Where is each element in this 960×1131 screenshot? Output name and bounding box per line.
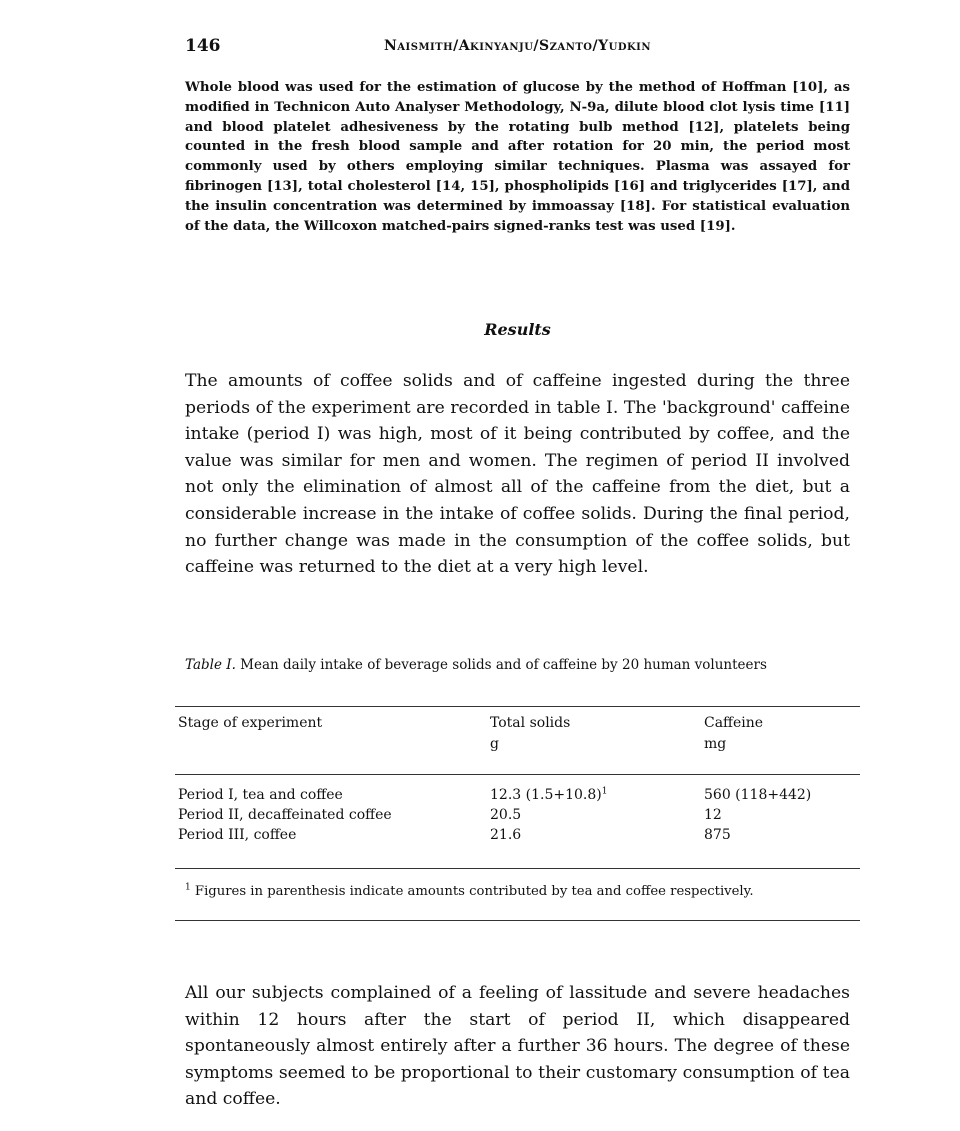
running-head-authors: Naismith/Akinyanju/Szanto/Yudkin [383, 38, 651, 54]
cell-total-value: 12.3 (1.5+10.8) [490, 787, 602, 803]
footnote-text: Figures in parenthesis indicate amounts contributed by tea and coffee respectively. [190, 884, 754, 899]
cell-caffeine: 560 (118+442) [704, 787, 812, 803]
table-row [178, 785, 858, 805]
table-row [178, 805, 858, 825]
footnote-marker: 1 [185, 882, 191, 893]
running-head [185, 36, 850, 58]
cell-total-solids: 21.6 [490, 827, 522, 843]
cell-stage: Period I, tea and coffee [178, 787, 343, 803]
table-body [178, 785, 858, 845]
table-top-rule [175, 706, 860, 707]
header-caffeine-unit: mg [704, 736, 727, 752]
cell-stage: Period III, coffee [178, 827, 297, 843]
table-caption [185, 657, 850, 673]
header-caffeine-label: Caffeine [704, 715, 764, 731]
cell-stage: Period II, decaffeinated coffee [178, 807, 392, 823]
results-paragraph: The amounts of coffee solids and of caffeine ingested during the three periods of the experiment are recorded in table I. The 'background' caffeine intake (period I) was high, most of it being contributed by coffee, and the value was similar for men and women. The regimen of period II involved not only the elimination of almost all of the caffeine from the diet, but a considerable increase in the intake of coffee solids. During the final period, no further change was made in the consumption of the coffee solids, but caffeine was returned to the diet at a very high level. [185, 371, 850, 578]
footnote-reference: 1 [601, 786, 608, 797]
table-header [178, 713, 858, 763]
header-total-solids-unit: g [490, 736, 499, 752]
cell-caffeine: 12 [704, 807, 722, 823]
table-header-rule [175, 774, 860, 775]
table-bottom-rule [175, 868, 860, 869]
table-caption-text: Mean daily intake of beverage solids and of caffeine by 20 human volunteers [235, 657, 767, 673]
results-heading: Results [484, 320, 551, 339]
methods-paragraph: Whole blood was used for the estimation of glucose by the method of Hoffman [10], as modified in Technicon Auto Analyser Methodology, N-9a, dilute blood clot lysis time [11] and blood platelet adhesiveness by the rotating bulb method [12], platelets being counted in the fresh blood sample and after rotation for 20 min, the period most commonly used by others employing similar techniques. Plasma was assayed for fibrinogen [13], total cholesterol [14, 15], phospholipids [16] and triglycerides [17], and the insulin concentration was determined by immoassay [18]. For statistical evaluation of the data, the Willcoxon matched-pairs signed-ranks test was used [19]. [185, 80, 850, 234]
cell-caffeine: 875 [704, 827, 731, 843]
table-caption-label: Table I. [185, 657, 236, 673]
header-total-solids [490, 713, 570, 755]
header-total-solids-label: Total solids [490, 715, 571, 731]
cell-total-solids [490, 785, 607, 805]
table-row [178, 825, 858, 845]
header-stage: Stage of experiment [178, 715, 323, 731]
symptoms-paragraph: All our subjects complained of a feeling of lassitude and severe headaches within 12 hours after the start of period II, which disappeared spontaneously almost entirely after a further 36 hours. The degree of these symptoms seemed to be proportional to their customary consumption of tea and coffee. [185, 983, 850, 1110]
page-number: 146 [185, 36, 221, 56]
cell-total-solids: 20.5 [490, 807, 522, 823]
footnote-rule [175, 920, 860, 921]
table-footnote [185, 884, 850, 899]
header-caffeine [704, 713, 763, 755]
